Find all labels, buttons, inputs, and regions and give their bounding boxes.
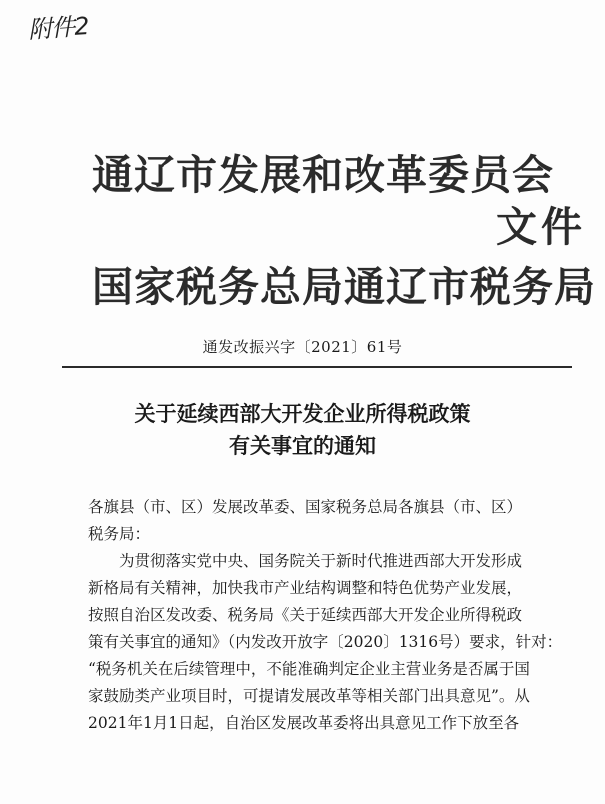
issuer-line-2: 国家税务总局通辽市税务局 [92, 263, 596, 311]
addressee [88, 494, 582, 548]
paragraph-1 [88, 548, 582, 737]
addressee-line-1: 各旗县（市、区）发展改革委、国家税务总局各旗县（市、区） [88, 498, 523, 516]
para1-line-7: 2021年1月1日起，自治区发展改革委将出具意见工作下放至各 [88, 714, 520, 732]
handwritten-annotation: 附件2 [27, 11, 90, 45]
addressee-line-2: 税务局： [88, 525, 151, 543]
issuer-line-1: 通辽市发展和改革委员会 [92, 151, 554, 199]
document-title [0, 398, 605, 462]
document-number: 通发改振兴字〔2021〕61号 [202, 338, 403, 356]
document-body [88, 494, 582, 737]
para1-line-2: 新格局有关精神，加快我市产业结构调整和特色优势产业发展， [88, 579, 523, 597]
para1-line-3: 按照自治区发改委、税务局《关于延续西部大开发企业所得税政 [88, 606, 523, 624]
title-line-2: 有关事宜的通知 [229, 433, 376, 458]
para1-line-4: 策有关事宜的通知》（内发改开放字〔2020〕1316号）要求，针对： [88, 633, 563, 651]
para1-line-1: 为贯彻落实党中央、国务院关于新时代推进西部大开发形成 [119, 552, 523, 570]
para1-line-5: “税务机关在后续管理中，不能准确判定企业主营业务是否属于国 [88, 660, 530, 678]
header-divider [62, 366, 572, 368]
para1-line-6: 家鼓励类产业项目时，可提请发展改革等相关部门出具意见”。从 [88, 687, 530, 705]
document-type-label: 文件 [496, 203, 586, 251]
title-line-1: 关于延续西部大开发企业所得税政策 [134, 401, 471, 426]
